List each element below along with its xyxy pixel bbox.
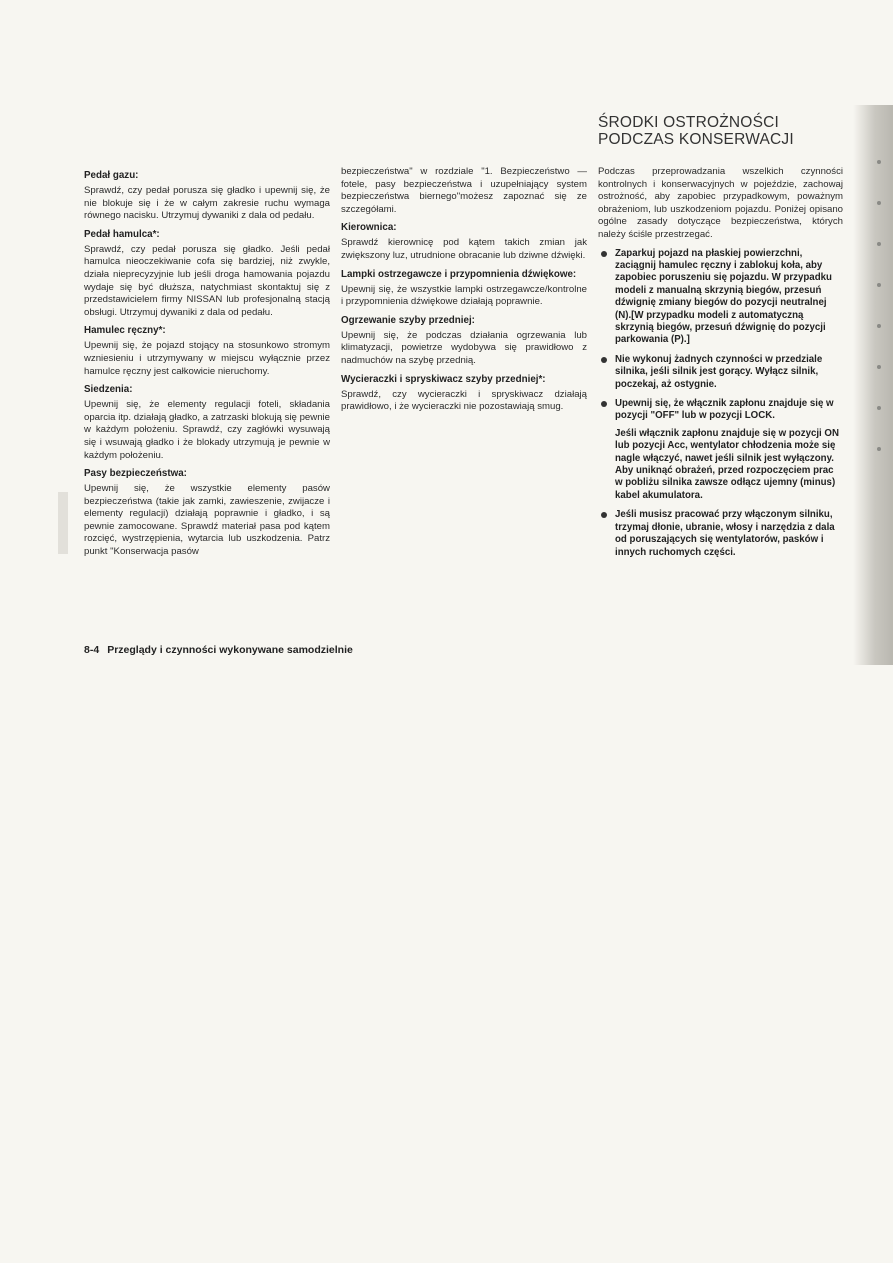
chapter-title: Przeglądy i czynności wykonywane samodzielnie <box>107 644 353 656</box>
page-footer <box>84 644 353 656</box>
heading-accelerator-pedal: Pedał gazu: <box>84 170 139 181</box>
text-parking-brake: Upewnij się, że pojazd stojący na stosunkowo stromym wzniesieniu i utrzymywany w miejscu wyłącznie przez hamulce ręczny jest całkowicie nieruchomy. <box>84 340 330 377</box>
page-edge-shadow <box>853 105 893 665</box>
text-wipers-washer: Sprawdź, czy wycieraczki i spryskiwacz działają prawidłowo, i że wycieraczki nie pozostawiają smug. <box>341 388 587 413</box>
list-item-text: Jeśli musisz pracować przy włączonym silniku, trzymaj dłonie, ubranie, włosy i narzędzia z dala od poruszających się wentylatorów, pasków i innych ruchomych części. <box>615 509 835 558</box>
heading-steering-wheel: Kierownica: <box>341 222 397 234</box>
list-item-text: Nie wykonuj żadnych czynności w przedziale silnika, jeśli silnik jest gorący. Wyłącz silnik, poczekaj, aż ostygnie. <box>615 353 823 390</box>
text-accelerator-pedal: Sprawdź, czy pedał porusza się gładko i upewnij się, że nie blokuje się i że w całym zakresie ruchu wymaga równego nacisku. Utrzymuj dywaniki z dala od pedału. <box>84 185 330 222</box>
text-windshield-defroster: Upewnij się, że podczas działania ogrzewania lub klimatyzacji, powietrze wydobywa się prawidłowo z nadmuchów na szybę przednią. <box>341 329 587 366</box>
side-marks <box>877 160 887 488</box>
heading-wipers-washer: Wycieraczki i spryskiwacz szyby przedniej*: <box>341 373 546 385</box>
heading-seat-belts: Pasy bezpieczeństwa: <box>84 468 187 480</box>
heading-warning-lights: Lampki ostrzegawcze i przypomnienia dźwiękowe: <box>341 268 577 280</box>
column-1 <box>84 166 330 565</box>
list-item <box>598 354 843 391</box>
heading-parking-brake: Hamulec ręczny*: <box>84 325 166 337</box>
text-precautions-intro: Podczas przeprowadzania wszelkich czynności kontrolnych i konserwacyjnych w pojeździe, zachowaj ostrożność, aby zapobiec przypadkowym, poważnym obrażeniom, lub uszkodzeniom pojazdu. Poniżej opisano ogólne zasady dotyczące bezpieczeństwa, których należy ściśle przestrzegać. <box>598 166 843 240</box>
heading-seats: Siedzenia: <box>84 384 133 396</box>
list-item-text: Upewnij się, że włącznik zapłonu znajduje się w pozycji "OFF" lub w pozycji LOCK. <box>615 398 834 422</box>
list-item <box>598 248 843 347</box>
list-item-text: Zaparkuj pojazd na płaskiej powierzchni, zaciągnij hamulec ręczny i zablokuj koła, aby zapobiec poruszeniu się pojazdu. W przypadku modeli z manualną skrzynią biegów, przesuń dźwignię zmiany biegów do pozycji neutralnej (N).[W przypadku modeli z automatyczną skrzynią biegów, przesuń dźwignię do pozycji parkowania (P).] <box>615 247 832 346</box>
text-seats: Upewnij się, że elementy regulacji foteli, składania oparcia itp. działają gładko, a zatrzaski blokują się pewnie w każdym położeniu. Sprawdź, czy zagłówki wysuwają się i wsuwają gładko i że blokady utrzymują je pewnie w każdym położeniu. <box>84 399 330 461</box>
column-3 <box>598 166 843 566</box>
chapter-tab <box>58 492 68 554</box>
text-steering-wheel: Sprawdź kierownicę pod kątem takich zmian jak zwiększony luz, utrudnione obracanie lub dziwne dźwięki. <box>341 237 587 261</box>
heading-windshield-defroster: Ogrzewanie szyby przedniej: <box>341 314 475 326</box>
text-seat-belts: Upewnij się, że wszystkie elementy pasów bezpieczeństwa (takie jak zamki, zawieszenie, zwijacze i elementy regulacji) działają poprawnie i gładko, i są pewnie zamocowane. Sprawdź materiał pasa pod kątem rozcięć, wystrzępienia, wytarcia lub uszkodzenia. Patrz punkt "Konserwacja pasów <box>84 483 330 558</box>
column-2 <box>341 166 587 420</box>
list-item <box>598 398 843 502</box>
heading-brake-pedal: Pedał hamulca*: <box>84 228 160 240</box>
text-brake-pedal: Sprawdź, czy pedał porusza się gładko. Jeśli pedał hamulca nieoczekiwanie cofa się bardziej, niż zwykle, działa nieprecyzyjnie lub jeśli droga hamowania pojazdu wydaje się być dłuższa, natychmiast skontaktuj się z przedstawicielem firmy NISSAN lub profesjonalną stacją obsługi. Utrzymuj dywaniki z dala od pedału. <box>84 243 330 318</box>
section-title: ŚRODKI OSTROŻNOŚCI PODCZAS KONSERWACJI <box>598 114 794 148</box>
page-number: 8-4 <box>84 644 100 656</box>
precautions-list <box>598 248 843 559</box>
text-seat-belts-continued: bezpieczeństwa" w rozdziale "1. Bezpieczeństwo — fotele, pasy bezpieczeństwa i uzupełniający system bezpieczeństwa biernego"możesz zapoznać się ze szczegółami. <box>341 166 587 215</box>
list-item <box>598 509 843 559</box>
list-item-subtext: Jeśli włącznik zapłonu znajduje się w pozycji ON lub pozycji Acc, wentylator chłodzenia może się nagle włączyć, nawet jeśli silnik jest wyłączony. Aby uniknąć obrażeń, przed rozpoczęciem prac w pobliżu silnika zawsze odłącz ujemny (minus) kabel akumulatora. <box>615 427 839 501</box>
text-warning-lights: Upewnij się, że wszystkie lampki ostrzegawcze/kontrolne i przypomnienia dźwiękowe działają poprawnie. <box>341 283 587 308</box>
